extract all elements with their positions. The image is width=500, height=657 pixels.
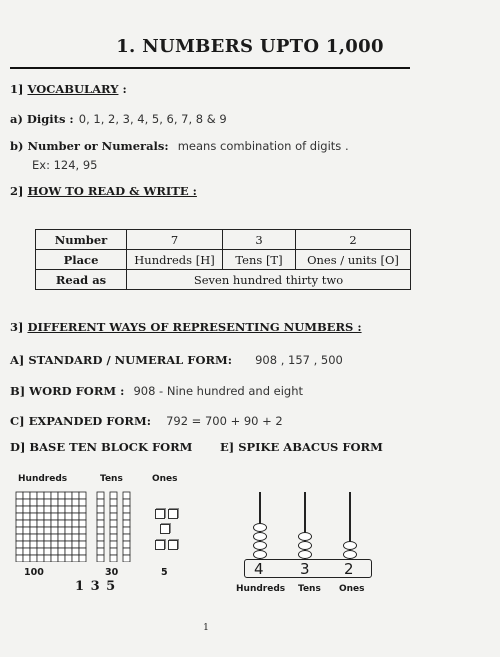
- abacus-label-hundreds: Hundreds: [236, 584, 286, 594]
- blocks-total: 1 3 5: [75, 579, 117, 594]
- abacus-bead: [253, 550, 267, 559]
- digits-label: a) Digits :: [10, 112, 74, 126]
- ones-cube-icon: [155, 509, 165, 519]
- numerals-line: [10, 135, 349, 154]
- tens-value: 30: [105, 567, 119, 578]
- table-cell: Hundreds [H]: [127, 250, 223, 270]
- table-cell: 2: [296, 230, 411, 250]
- section-2-heading: [10, 184, 197, 198]
- section-3-heading: [10, 320, 362, 334]
- hundreds-label: Hundreds: [18, 474, 68, 484]
- numerals-value: means combination of digits .: [177, 139, 349, 153]
- ones-value: 5: [161, 567, 168, 578]
- table-row: [36, 230, 411, 250]
- word-form-label: B] WORD FORM :: [10, 384, 125, 398]
- word-form-value: 908 - Nine hundred and eight: [133, 384, 304, 398]
- ones-cube-icon: [160, 524, 170, 534]
- ones-cube-icon: [168, 509, 178, 519]
- table-cell: 7: [127, 230, 223, 250]
- section-1-title: VOCABULARY: [27, 82, 119, 96]
- tens-label: Tens: [100, 474, 123, 484]
- abacus-bead: [253, 541, 267, 550]
- table-cell: Ones / units [O]: [296, 250, 411, 270]
- tens-rods: [97, 492, 130, 562]
- section-1-number: 1]: [10, 82, 24, 96]
- place-value-table: [35, 229, 411, 290]
- word-form-line: [10, 380, 303, 399]
- digits-value: 0, 1, 2, 3, 4, 5, 6, 7, 8 & 9: [78, 112, 227, 126]
- hundreds-flat: [16, 492, 86, 562]
- table-cell: Number: [36, 230, 127, 250]
- standard-form-label: A] STANDARD / NUMERAL FORM:: [10, 353, 232, 367]
- ones-cube-icon: [168, 540, 178, 550]
- tens-rods-icon: [93, 490, 138, 562]
- numerals-label: b) Number or Numerals:: [10, 139, 169, 153]
- abacus-bead: [298, 541, 312, 550]
- hundreds-block-icon: [14, 490, 94, 562]
- page-number: 1: [203, 623, 209, 633]
- page-title: 1. NUMBERS UPTO 1,000: [116, 36, 384, 57]
- table-cell: Tens [T]: [223, 250, 296, 270]
- table-row: [36, 270, 411, 290]
- standard-form-value: 908 , 157 , 500: [255, 353, 343, 367]
- abacus-heading: E] SPIKE ABACUS FORM: [220, 440, 383, 454]
- expanded-form-line: [10, 410, 283, 429]
- example-text: Ex: 124, 95: [32, 158, 98, 172]
- table-cell: Seven hundred thirty two: [127, 270, 411, 290]
- abacus-digit-ones: 2: [344, 560, 354, 578]
- expanded-form-label: C] EXPANDED FORM:: [10, 414, 151, 428]
- abacus-digit-hundreds: 4: [254, 560, 264, 578]
- table-cell: Read as: [36, 270, 127, 290]
- abacus-bead: [298, 532, 312, 541]
- abacus-label-tens: Tens: [298, 584, 321, 594]
- title-divider: [10, 67, 410, 69]
- abacus-bead: [253, 523, 267, 532]
- abacus-label-ones: Ones: [339, 584, 365, 594]
- ones-label: Ones: [152, 474, 178, 484]
- table-row: [36, 250, 411, 270]
- table-cell: Place: [36, 250, 127, 270]
- abacus-digit-tens: 3: [300, 560, 310, 578]
- section-3-number: 3]: [10, 320, 24, 334]
- section-2-title: HOW TO READ & WRITE :: [27, 184, 197, 198]
- abacus-bead: [343, 550, 357, 559]
- abacus-bead: [253, 532, 267, 541]
- abacus-bead: [298, 550, 312, 559]
- hundreds-value: 100: [24, 567, 44, 578]
- table-cell: 3: [223, 230, 296, 250]
- ones-cube-icon: [155, 540, 165, 550]
- section-1-heading: [10, 82, 127, 96]
- section-3-title: DIFFERENT WAYS OF REPRESENTING NUMBERS :: [27, 320, 362, 334]
- section-1-colon: :: [122, 82, 127, 96]
- base-ten-heading: D] BASE TEN BLOCK FORM: [10, 440, 193, 454]
- expanded-form-value: 792 = 700 + 90 + 2: [166, 414, 283, 428]
- abacus-bead: [343, 541, 357, 550]
- section-2-number: 2]: [10, 184, 24, 198]
- standard-form-line: [10, 349, 343, 368]
- digits-line: [10, 108, 227, 127]
